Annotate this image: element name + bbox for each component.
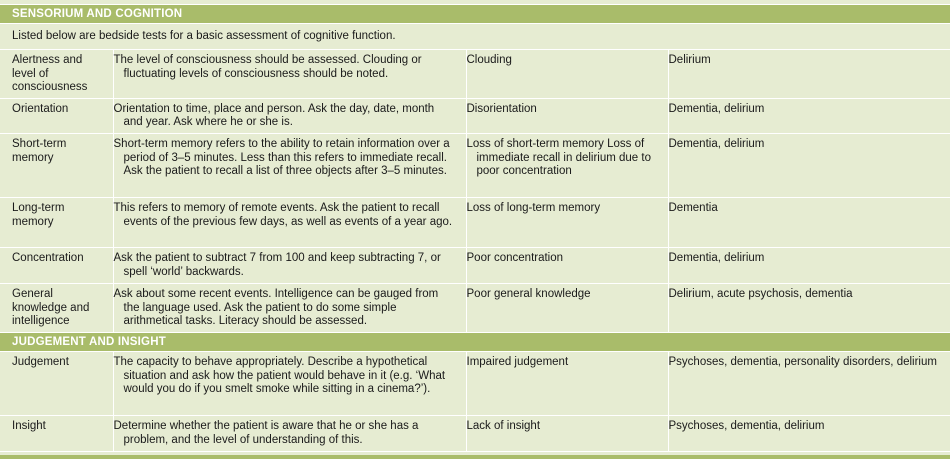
row-name: Alertness and level of consciousness [0,50,113,98]
row-conditions: Delirium, acute psychosis, dementia [668,283,950,332]
row-description: Short-term memory refers to the ability to retain information over a period of 3–5 minutes. Less than this refers to immediate recall. Ask the patient to recall a list of three objects after 3–5 minutes. [113,133,466,197]
row-description: Ask the patient to subtract 7 from 100 and keep subtracting 7, or spell ‘world’ backwards. [113,247,466,283]
row-conditions: Dementia [668,197,950,247]
table-row [0,50,950,98]
row-finding: Loss of long-term memory [466,197,668,247]
row-name: Insight [0,416,113,451]
table-row [0,98,950,133]
row-conditions: Dementia, delirium [668,133,950,197]
bottom-bar [0,455,950,459]
row-name: Long-term memory [0,197,113,247]
row-conditions: Psychoses, dementia, personality disorders, delirium [668,352,950,416]
row-finding: Impaired judgement [466,352,668,416]
row-name: General knowledge and intelligence [0,283,113,332]
row-finding: Poor general knowledge [466,283,668,332]
table-row [0,133,950,197]
row-description: Determine whether the patient is aware that he or she has a problem, and the level of understanding of this. [113,416,466,451]
row-name: Orientation [0,98,113,133]
row-finding: Loss of short-term memory Loss of immediate recall in delirium due to poor concentration [466,133,668,197]
row-description: Ask about some recent events. Intelligence can be gauged from the language used. Ask the patient to do some simple arithmetical tasks. Literacy should be assessed. [113,283,466,332]
sensorium-table [0,50,950,333]
row-name: Concentration [0,247,113,283]
row-conditions: Dementia, delirium [668,98,950,133]
row-name: Short-term memory [0,133,113,197]
table-row [0,197,950,247]
row-finding: Disorientation [466,98,668,133]
row-description: This refers to memory of remote events. Ask the patient to recall events of the previous few days, as well as events of a year ago. [113,197,466,247]
section-header-sensorium: SENSORIUM AND COGNITION [0,5,950,24]
row-finding: Poor concentration [466,247,668,283]
table-row [0,416,950,451]
table-row [0,247,950,283]
row-finding: Clouding [466,50,668,98]
table-row [0,283,950,332]
section-intro: Listed below are bedside tests for a basic assessment of cognitive function. [0,24,950,50]
row-conditions: Psychoses, dementia, delirium [668,416,950,451]
row-finding: Lack of insight [466,416,668,451]
judgement-table [0,352,950,452]
row-name: Judgement [0,352,113,416]
row-conditions: Dementia, delirium [668,247,950,283]
row-conditions: Delirium [668,50,950,98]
row-description: The level of consciousness should be assessed. Clouding or fluctuating levels of consciousness should be noted. [113,50,466,98]
row-description: Orientation to time, place and person. Ask the day, date, month and year. Ask where he or she is. [113,98,466,133]
table-row [0,352,950,416]
row-description: The capacity to behave appropriately. Describe a hypothetical situation and ask how the patient would behave in it (e.g. ‘What would you do if you smelt smoke while sitting in a cinema?’). [113,352,466,416]
section-header-judgement: JUDGEMENT AND INSIGHT [0,333,950,352]
